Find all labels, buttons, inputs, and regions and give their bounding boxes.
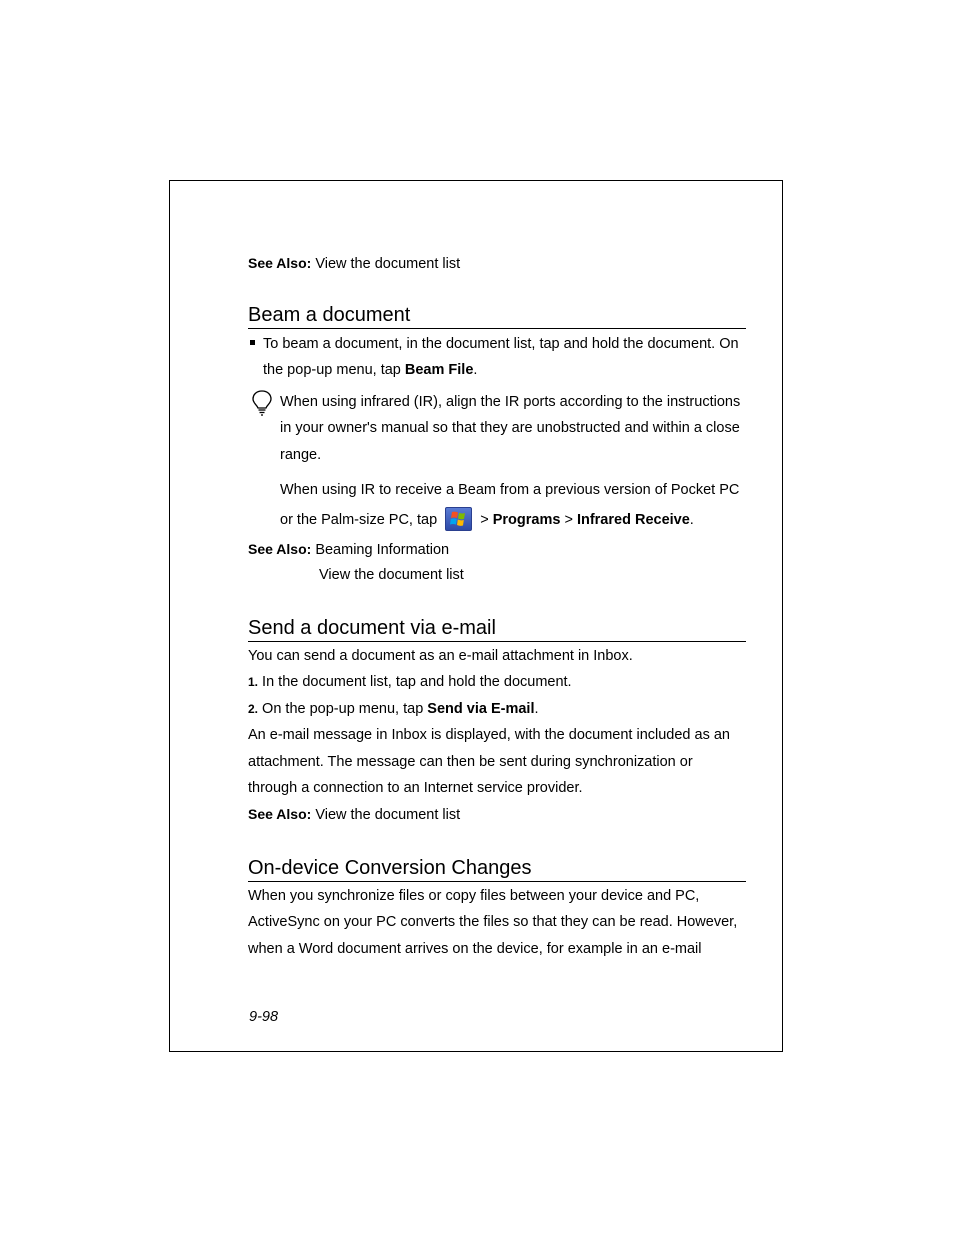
beam-bullet-line1: To beam a document, in the document list, tap and hold the document. On xyxy=(263,336,739,352)
send-para-line3: through a connection to an Internet service provider. xyxy=(248,780,583,796)
step-number: 2. xyxy=(248,702,259,716)
send-para-line2: attachment. The message can then be sent during synchronization or xyxy=(248,754,693,770)
lightbulb-icon xyxy=(250,389,274,417)
see-also-top xyxy=(248,254,460,273)
gt-separator-2: > xyxy=(564,512,573,528)
conversion-line2: ActiveSync on your PC converts the files so that they can be read. However, xyxy=(248,914,738,930)
programs-label: Programs xyxy=(492,512,561,528)
windows-start-icon[interactable] xyxy=(445,507,472,531)
see-also-link[interactable]: View the document list xyxy=(319,567,464,583)
see-also-link[interactable]: View the document list xyxy=(315,256,461,272)
see-also-label: See Also: xyxy=(248,255,312,271)
see-also-link[interactable]: View the document list xyxy=(315,807,461,823)
step-period: . xyxy=(534,701,539,717)
section-heading-conversion: On-device Conversion Changes xyxy=(248,855,746,882)
send-via-email-label: Send via E-mail xyxy=(427,701,535,717)
see-also-link[interactable]: Beaming Information xyxy=(315,542,450,558)
conversion-line3: when a Word document arrives on the device, for example in an e-mail xyxy=(248,941,702,957)
step-text: In the document list, tap and hold the document. xyxy=(262,674,572,690)
gt-separator-1: > xyxy=(480,512,489,528)
step-number: 1. xyxy=(248,675,259,689)
send-para-line1: An e-mail message in Inbox is displayed, with the document included as an xyxy=(248,727,730,743)
beam-file-label: Beam File xyxy=(404,362,474,378)
tip-line1: When using infrared (IR), align the IR ports according to the instructions xyxy=(280,394,741,410)
bullet-marker xyxy=(250,340,255,345)
infrared-receive-label: Infrared Receive xyxy=(576,512,690,528)
tip-line4: When using IR to receive a Beam from a previous version of Pocket PC xyxy=(280,482,740,498)
send-step-2 xyxy=(248,700,539,718)
section-heading-send: Send a document via e-mail xyxy=(248,615,746,642)
conversion-line1: When you synchronize files or copy files between your device and PC, xyxy=(248,888,700,904)
see-also-label: See Also: xyxy=(248,541,312,557)
beam-bullet-period: . xyxy=(473,362,478,378)
section-heading-beam: Beam a document xyxy=(248,302,746,329)
beam-bullet-text: the pop-up menu, tap xyxy=(263,362,405,378)
tip-line5 xyxy=(280,507,694,531)
see-also-beam xyxy=(248,540,449,559)
page-number: 9-98 xyxy=(249,1009,279,1025)
tip-line2: in your owner's manual so that they are unobstructed and within a close xyxy=(280,420,740,436)
tip-line3: range. xyxy=(280,447,322,463)
beam-bullet-line2 xyxy=(263,361,477,379)
tip-line5-text: or the Palm-size PC, tap xyxy=(280,512,438,528)
see-also-label: See Also: xyxy=(248,806,312,822)
send-intro: You can send a document as an e-mail attachment in Inbox. xyxy=(248,648,633,664)
see-also-send xyxy=(248,805,460,824)
step-text: On the pop-up menu, tap xyxy=(262,701,428,717)
send-step-1 xyxy=(248,673,572,691)
tip-period: . xyxy=(689,512,694,528)
